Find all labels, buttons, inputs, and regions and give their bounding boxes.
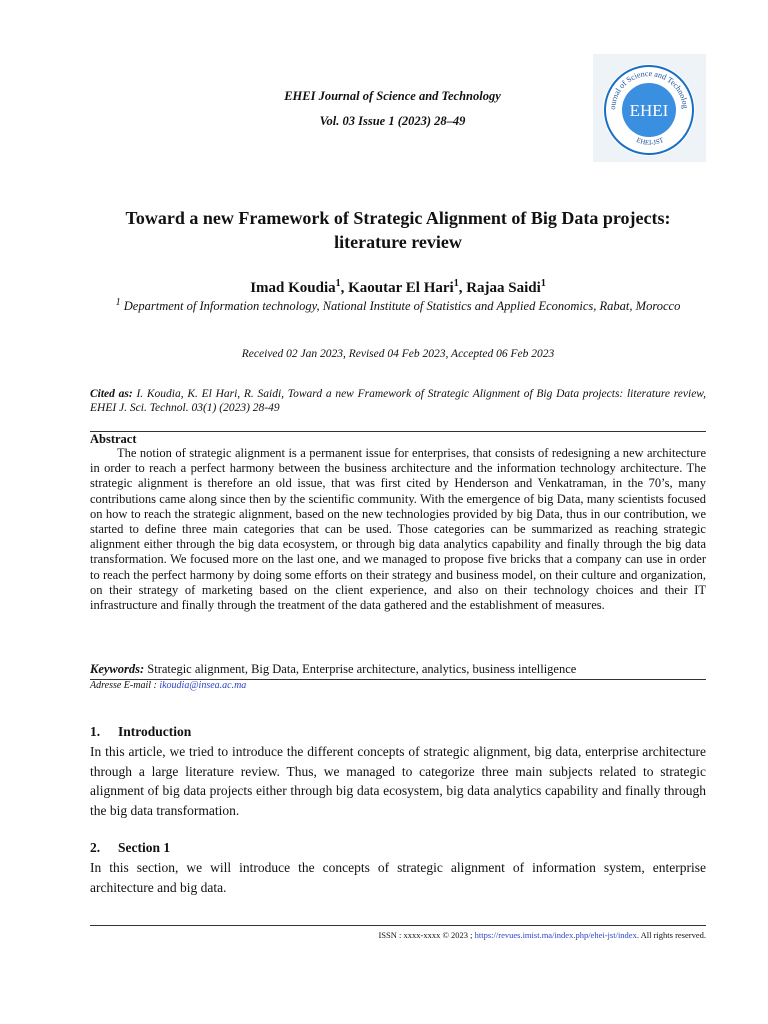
journal-logo-graphic xyxy=(593,54,706,162)
affiliation-marker: 1 xyxy=(115,297,121,308)
footer-journal-link[interactable]: https://revues.imist.ma/index.php/ehei-jst/index xyxy=(474,930,637,940)
paper-title: Toward a new Framework of Strategic Alignment of Big Data projects: literature review xyxy=(125,208,671,252)
affiliation-text: Department of Information technology, National Institute of Statistics and Applied Economics, Rabat, Morocco xyxy=(123,299,681,314)
footer-rule xyxy=(90,925,706,926)
journal-issue: Vol. 03 Issue 1 (2023) 28–49 xyxy=(319,114,466,128)
section-heading-section-1 xyxy=(90,840,170,856)
logo-ring-text-top: ournal of Science and Technolog xyxy=(607,68,691,110)
section-body-section-1: In this section, we will introduce the concepts of strategic alignment of information system, enterprise architecture and big data. xyxy=(90,860,706,895)
abstract-top-rule xyxy=(90,431,706,432)
abstract-heading: Abstract xyxy=(90,432,137,446)
section-title: Section 1 xyxy=(118,840,171,855)
keywords-text: Strategic alignment, Big Data, Enterprise architecture, analytics, business intelligence xyxy=(147,662,577,676)
author-name: Rajaa Saidi xyxy=(466,280,541,296)
author-affiliation-marker: 1 xyxy=(453,278,459,289)
section-number: 1. xyxy=(90,724,101,739)
footer-rights: . All rights reserved. xyxy=(636,930,706,940)
email-label: Adresse E-mail : xyxy=(90,680,157,691)
author-email-line xyxy=(90,680,706,691)
section-heading-introduction xyxy=(90,724,191,740)
author-name: Imad Koudia xyxy=(250,280,336,296)
author-list xyxy=(90,278,706,297)
logo-ring-text-bottom: EHEI-JST xyxy=(635,136,665,147)
submission-dates: Received 02 Jan 2023, Revised 04 Feb 2023, Accepted 06 Feb 2023 xyxy=(241,348,555,360)
author-email-link[interactable]: ikoudia@insea.ac.ma xyxy=(159,680,247,691)
section-title: Introduction xyxy=(118,724,192,739)
journal-name: EHEI Journal of Science and Technology xyxy=(284,89,501,103)
footer xyxy=(378,930,706,940)
keywords xyxy=(90,662,706,677)
author-separator: , xyxy=(340,280,349,296)
keywords-label: Keywords: xyxy=(90,662,145,676)
citation-label: Cited as: xyxy=(90,388,133,400)
citation-text: I. Koudia, K. El Hari, R. Saidi, Toward a new Framework of Strategic Alignment of Big Data projects: literature review, EHEI J. Sci. Technol. 03(1) (2023) 28-49 xyxy=(90,388,706,414)
citation xyxy=(90,387,706,415)
logo-center-text: EHEI xyxy=(629,101,669,120)
section-number: 2. xyxy=(90,840,101,855)
abstract-text: The notion of strategic alignment is a permanent issue for enterprises, that consists of redesigning a new architecture in order to reach a perfect harmony between the business architecture and the information technology architecture. The strategic alignment is therefore an old issue, that was first cited by Henderson and Venkatraman, in the 70’s, many contributions came along since then by the scientific community. With the emergence of big Data, many scientists focused on how to reach the strategic alignment, based on the new technologies provided by big Data, thus in our contribution, we started to define three main categories that can be used. Those categories can be summarized as reaching strategic alignment either through the big data ecosystem, or through big data analytics capability and finally through the big data transformation. We focused more on the last one, and we managed to propose five bricks that a company can use in order to reach the perfect harmony by doing some efforts on their strategy and business model, on their culture and organization, on their strategy of marketing based on the client experience, and also on their technology choices and their IT infrastructure and finally through the treatment of the data gathered and the establishment of measures. xyxy=(90,446,706,613)
section-body-introduction: In this article, we tried to introduce the different concepts of strategic alignment, big data, enterprise architecture through a large literature review. Thus, we managed to categorize three main subjects related to strategic alignment of big data projects either through big data ecosystem, big data analytics capability and finally through the big data transformation. xyxy=(90,744,706,818)
author-name: Kaoutar El Hari xyxy=(348,280,454,296)
journal-logo xyxy=(593,54,706,162)
footer-issn: ISSN : xxxx-xxxx © 2023 ; xyxy=(378,930,473,940)
author-affiliation-marker: 1 xyxy=(540,278,546,289)
author-affiliation-marker: 1 xyxy=(335,278,341,289)
author-separator: , xyxy=(458,280,467,296)
affiliation xyxy=(90,296,706,313)
